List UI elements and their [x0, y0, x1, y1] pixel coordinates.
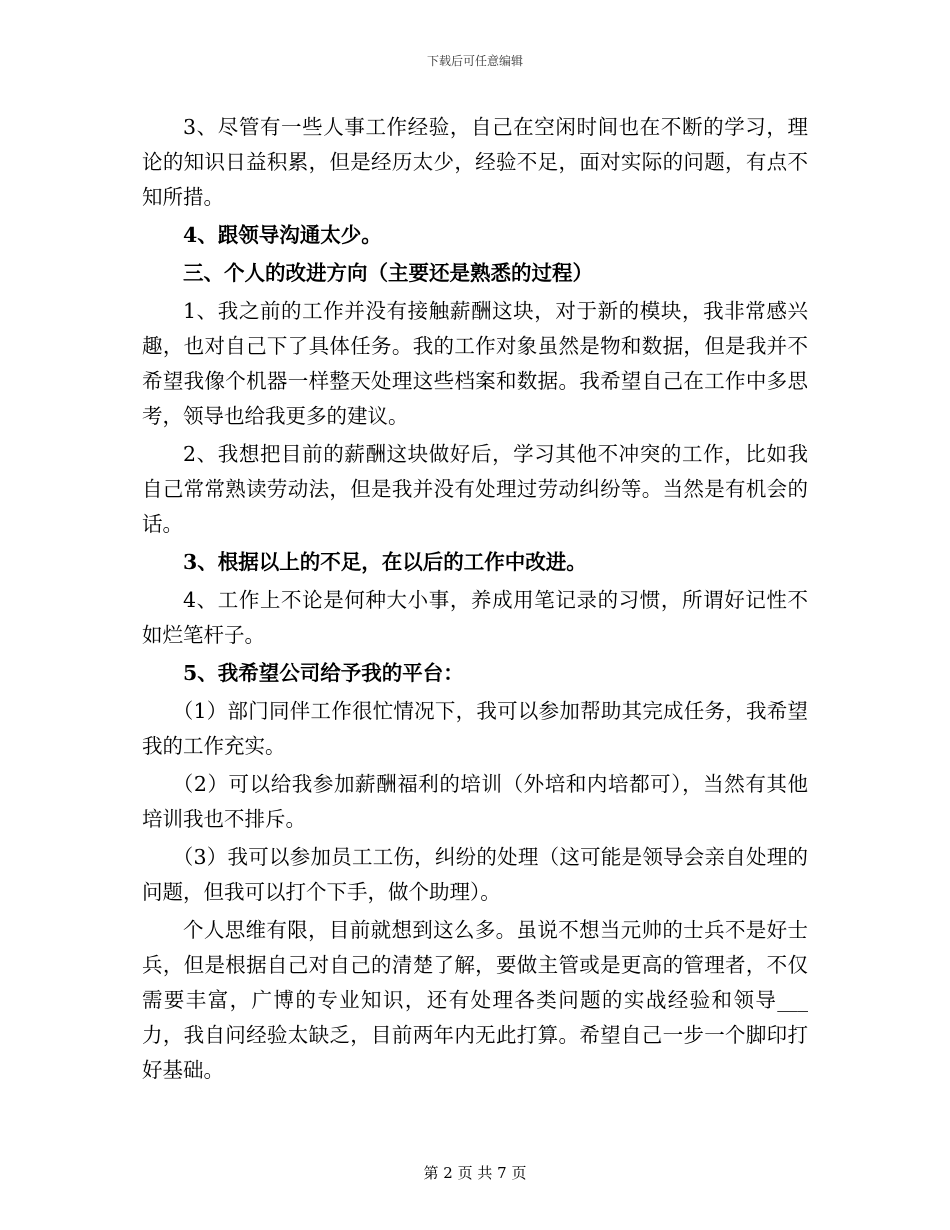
paragraph-improvement-4: 4、工作上不论是何种大小事，养成用笔记录的习惯，所谓好记性不如烂笔杆子。: [142, 588, 808, 647]
paragraph-platform-2: （2）可以给我参加薪酬福利的培训（外培和内培都可），当然有其他培训我也不排斥。: [142, 772, 808, 831]
paragraph-point-4-bold: 4、跟领导沟通太少。: [183, 223, 382, 247]
paragraph-improvement-1: 1、我之前的工作并没有接触薪酬这块，对于新的模块，我非常感兴趣，也对自己下了具体任务。我的工作对象虽然是物和数据，但是我并不希望我像个机器一样整天处理这些档案和数据。我希望自己在工作中多思考，领导也给我更多的建议。: [142, 299, 808, 428]
paragraph-conclusion: 个人思维有限，目前就想到这么多。虽说不想当元帅的士兵不是好士兵，但是根据自己对自己的清楚了解，要做主管或是更高的管理者，不仅需要丰富，广博的专业知识，还有处理各类问题的实战经验和领导___力，我自问经验太缺乏，目前两年内无此打算。希望自己一步一个脚印打好基础。: [142, 918, 808, 1082]
section-heading-improvement: 三、个人的改进方向（主要还是熟悉的过程）: [183, 261, 593, 285]
page-header: 下载后可任意编辑: [426, 54, 523, 68]
paragraph-improvement-2: 2、我想把目前的薪酬这块做好后，学习其他不冲突的工作，比如我自己常常熟读劳动法，但是我并没有处理过劳动纠纷等。当然是有机会的话。: [142, 442, 808, 536]
paragraph-improvement-5-bold: 5、我希望公司给予我的平台：: [183, 661, 464, 685]
paragraph-improvement-3-bold: 3、根据以上的不足，在以后的工作中改进。: [183, 550, 587, 574]
document-body: [142, 110, 808, 1091]
paragraph-platform-3: （3）我可以参加员工工伤，纠纷的处理（这可能是领导会亲自处理的问题，但我可以打个下手，做个助理）。: [142, 845, 808, 904]
paragraph-point-3: 3、尽管有一些人事工作经验，自己在空闲时间也在不断的学习，理论的知识日益积累，但是经历太少，经验不足，面对实际的问题，有点不知所措。: [142, 115, 808, 209]
paragraph-platform-1: （1）部门同伴工作很忙情况下，我可以参加帮助其完成任务，我希望我的工作充实。: [142, 699, 808, 758]
page-number-footer: 第 2 页 共 7 页: [423, 1164, 527, 1182]
